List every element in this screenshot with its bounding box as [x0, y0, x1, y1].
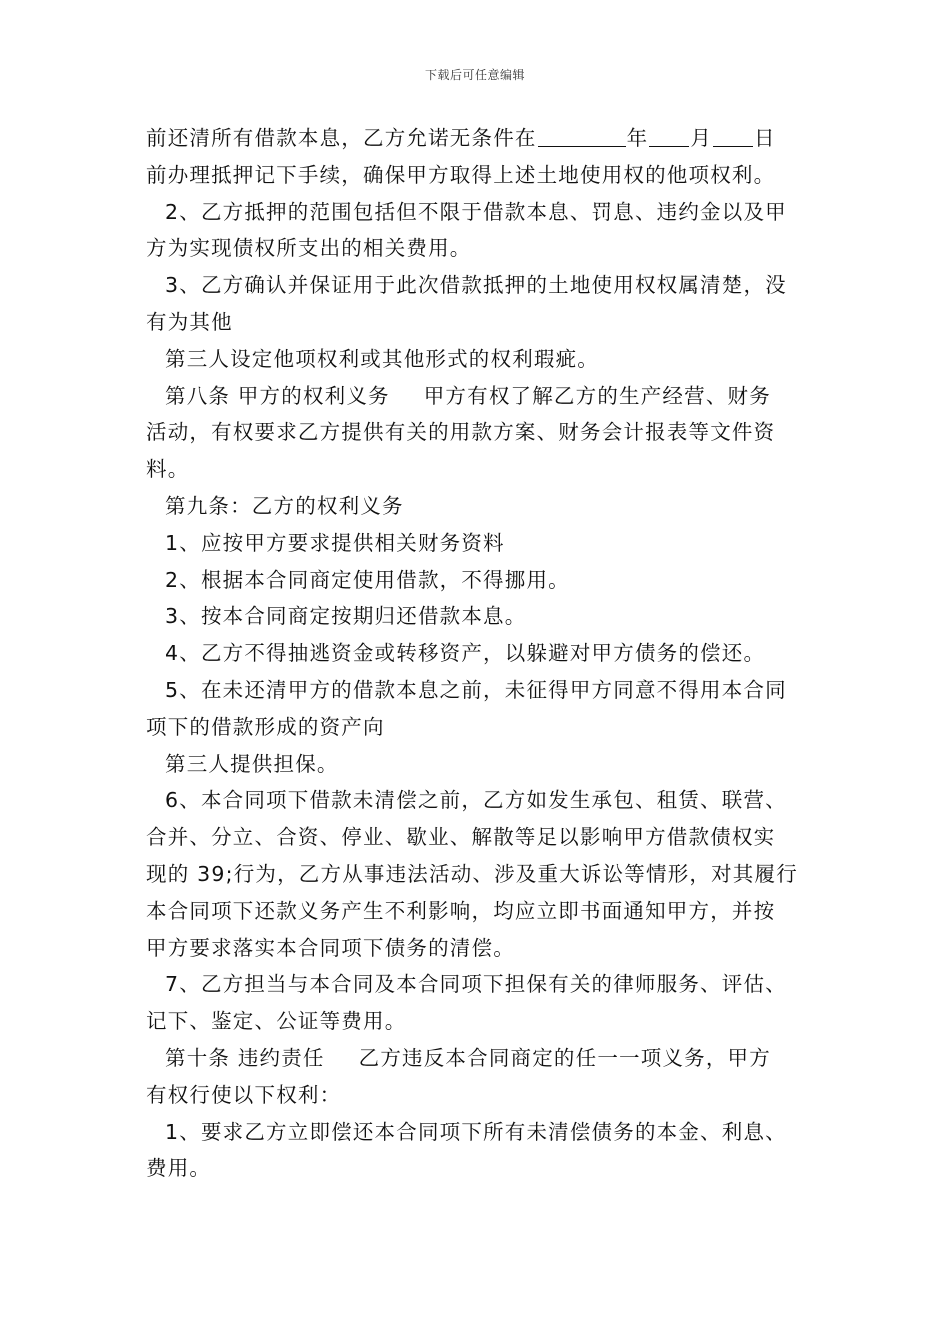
clause-9-item-5: 5、在未还清甲方的借款本息之前，未征得甲方同意不得用本合同 — [165, 677, 787, 702]
doc-line: 料。 — [146, 457, 190, 482]
doc-text: 日 — [754, 126, 776, 150]
doc-line: 合并、分立、合资、停业、歇业、解散等足以影响甲方借款债权实 — [146, 825, 776, 850]
clause-9-item-2: 2、根据本合同商定使用借款，不得挪用。 — [165, 567, 570, 592]
clause-8-heading — [146, 378, 806, 415]
clause-10-heading — [146, 1040, 806, 1077]
doc-line — [146, 120, 806, 157]
doc-line: 项下的借款形成的资产向 — [146, 714, 385, 739]
doc-text: 月 — [690, 126, 713, 150]
doc-text: 乙方违反本合同商定的任一一项义务，甲方 — [358, 1045, 771, 1070]
page-header-note: 下载后可任意编辑 — [424, 68, 525, 82]
clause-10-item-1: 1、要求乙方立即偿还本合同项下所有未清偿债务的本金、利息、 — [165, 1119, 787, 1144]
clause-7-item-2: 2、乙方抵押的范围包括但不限于借款本息、罚息、违约金以及甲 — [165, 199, 787, 224]
blank-year — [538, 122, 626, 147]
clause-title: 第十条 违约责任 — [165, 1045, 325, 1070]
doc-line: 方为实现债权所支出的相关费用。 — [146, 236, 472, 261]
clause-7-item-3: 3、乙方确认并保证用于此次借款抵押的土地使用权权属清楚，没 — [165, 273, 787, 298]
doc-line: 甲方要求落实本合同项下债务的清偿。 — [146, 935, 515, 960]
doc-line: 前办理抵押记下手续，确保甲方取得上述土地使用权的他项权利。 — [146, 162, 776, 187]
doc-line: 现的 39;行为，乙方从事违法活动、涉及重大诉讼等情形，对其履行 — [146, 861, 798, 886]
document-body — [146, 120, 806, 1187]
doc-text: 年 — [626, 126, 649, 150]
clause-9-item-6: 6、本合同项下借款未清偿之前，乙方如发生承包、租赁、联营、 — [165, 788, 787, 813]
blank-month — [649, 122, 689, 147]
clause-9-item-7: 7、乙方担当与本合同及本合同项下担保有关的律师服务、评估、 — [165, 972, 787, 997]
clause-9-item-3: 3、按本合同商定按期归还借款本息。 — [165, 604, 527, 629]
doc-line: 第三人设定他项权利或其他形式的权利瑕疵。 — [165, 346, 599, 371]
blank-day — [713, 122, 753, 147]
doc-text: 前还清所有借款本息，乙方允诺无条件在 — [146, 126, 537, 150]
doc-line: 费用。 — [146, 1156, 212, 1181]
doc-line: 记下、鉴定、公证等费用。 — [146, 1009, 407, 1034]
clause-9-heading: 第九条：乙方的权利义务 — [165, 493, 404, 518]
doc-line: 有权行使以下权利： — [146, 1082, 342, 1107]
clause-title: 第八条 甲方的权利义务 — [165, 383, 390, 408]
doc-text: 甲方有权了解乙方的生产经营、财务 — [423, 383, 771, 408]
doc-line: 第三人提供担保。 — [165, 751, 339, 776]
clause-9-item-1: 1、应按甲方要求提供相关财务资料 — [165, 530, 505, 555]
doc-line: 有为其他 — [146, 309, 233, 334]
doc-line: 活动，有权要求乙方提供有关的用款方案、财务会计报表等文件资 — [146, 420, 776, 445]
doc-line: 本合同项下还款义务产生不利影响，均应立即书面通知甲方，并按 — [146, 898, 776, 923]
clause-9-item-4: 4、乙方不得抽逃资金或转移资产，以躲避对甲方债务的偿还。 — [165, 641, 766, 666]
